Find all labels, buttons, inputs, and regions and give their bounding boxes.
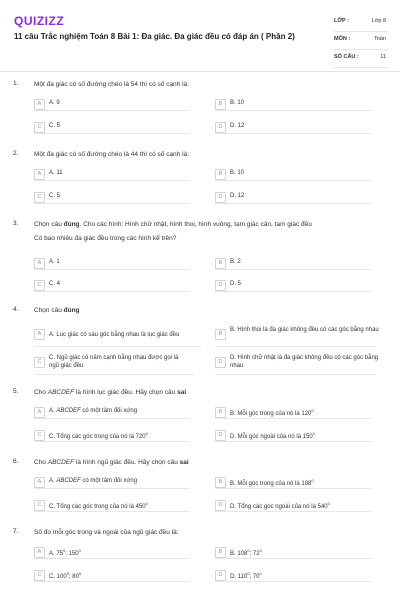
- option-text: D. 5: [230, 281, 242, 287]
- question-text: [34, 306, 374, 315]
- option-letter: A: [34, 329, 45, 340]
- option-letter: B: [215, 258, 226, 269]
- meta-row-class: [334, 14, 388, 32]
- option-letter: C: [34, 500, 45, 511]
- option-text: A. 9: [49, 100, 60, 106]
- option-a[interactable]: [34, 546, 190, 559]
- option-body: có một tâm đối xứng: [80, 478, 138, 484]
- option-text: A. Lục giác có sáu góc bằng nhau là lục giác đều: [49, 332, 180, 338]
- option-body: có một tâm đối xứng: [80, 408, 138, 414]
- option-body: C. Tổng các góc trong của nó là 450: [49, 504, 146, 510]
- option-d[interactable]: [215, 191, 371, 204]
- option-c[interactable]: [34, 569, 190, 582]
- option-letter: C: [34, 430, 45, 441]
- option-letter: B: [215, 329, 226, 340]
- option-polygon-name: ABCDEF: [56, 478, 81, 484]
- degree-sup: 0: [145, 431, 148, 436]
- option-body: B. Mỗi góc trong của nó là 108: [230, 481, 312, 487]
- degree-sup: 0: [145, 501, 148, 506]
- option-text: C. 5: [49, 123, 61, 129]
- option-text: [49, 548, 81, 557]
- question-polygon-name: ABCDEF: [47, 459, 75, 466]
- degree-sup: 0: [311, 408, 314, 413]
- option-text: D. 12: [230, 193, 245, 199]
- option-letter: A: [34, 169, 45, 180]
- meta-value: Lớp 8: [371, 18, 386, 24]
- option-text: B. 10: [230, 170, 245, 176]
- option-a[interactable]: [34, 406, 190, 419]
- degree-sup: 0: [259, 548, 262, 553]
- meta-value: Toán: [374, 36, 386, 42]
- option-a[interactable]: [34, 476, 190, 489]
- option-body: C. 100: [49, 574, 67, 580]
- question-text-part: Cho: [34, 459, 48, 466]
- question-text: [34, 388, 374, 397]
- meta-label: SỐ CÂU :: [334, 54, 359, 60]
- option-letter: B: [215, 99, 226, 110]
- option-body: B. Mỗi góc trong của nó là 120: [230, 411, 312, 417]
- option-text: [49, 431, 148, 440]
- option-b[interactable]: [215, 98, 371, 111]
- question-number: 5.: [13, 388, 19, 395]
- option-c[interactable]: [34, 279, 190, 292]
- option-text: [49, 408, 137, 414]
- question-emphasis: đúng: [63, 307, 80, 314]
- option-text: [230, 571, 262, 580]
- option-d[interactable]: [215, 569, 371, 582]
- option-c[interactable]: [34, 121, 190, 134]
- question-text-part: . Cho các hình: Hình chữ nhật, hình thoi, hình vuông, tam giác cân, tam giác đều: [79, 221, 312, 228]
- option-c[interactable]: [34, 191, 190, 204]
- option-polygon-name: ABCDEF: [56, 408, 81, 414]
- question-text-part: Cho: [34, 389, 48, 396]
- option-text: D. Hình chữ nhật là đa giác không đều có các góc bằng nhau: [230, 355, 379, 369]
- meta-row-count: [334, 50, 388, 68]
- option-letter: D: [215, 122, 226, 133]
- option-text: C. 4: [49, 281, 61, 287]
- option-letter: A: [34, 547, 45, 558]
- option-b[interactable]: [215, 406, 371, 419]
- option-letter: C: [34, 357, 45, 368]
- option-text: [230, 431, 315, 440]
- option-body: D. Tổng các góc ngoài của nó là 540: [230, 504, 328, 510]
- degree-sup: 0: [312, 431, 315, 436]
- option-letter: D: [215, 500, 226, 511]
- quizizz-logo: QUIZIZZ: [14, 14, 65, 28]
- option-b[interactable]: [215, 476, 371, 489]
- option-text: [49, 478, 137, 484]
- question-text-part: Chọn câu: [34, 221, 64, 228]
- worksheet-title: 11 câu Trắc nghiệm Toán 8 Bài 1: Đa giác. Đa giác đều có đáp án ( Phần 2): [14, 32, 295, 41]
- question-number: 4.: [13, 306, 19, 313]
- option-letter: C: [34, 570, 45, 581]
- question-text: Một đa giác có số đường chéo là 54 thì có số cạnh là:: [34, 81, 189, 88]
- meta-row-subject: [334, 32, 388, 50]
- degree-sup: 0: [63, 548, 66, 553]
- degree-sup: 0: [78, 571, 82, 576]
- option-c[interactable]: [34, 429, 190, 442]
- option-b[interactable]: [215, 257, 371, 270]
- option-text: [49, 501, 148, 510]
- option-text: C. 5: [49, 193, 61, 199]
- option-d[interactable]: [215, 352, 379, 375]
- option-body: B. 108: [230, 551, 248, 557]
- option-d[interactable]: [215, 279, 371, 292]
- degree-sup: 0: [66, 571, 69, 576]
- option-text: [230, 548, 262, 557]
- option-b[interactable]: [215, 168, 371, 181]
- option-c[interactable]: [34, 499, 190, 512]
- meta-label: MÔN :: [334, 36, 351, 42]
- option-body-2: ; 72: [249, 551, 260, 557]
- question-text-part: Chọn câu: [34, 307, 64, 314]
- meta-table: [334, 14, 388, 68]
- option-letter: B: [215, 547, 226, 558]
- question-emphasis: sai: [179, 459, 189, 466]
- option-letter: B: [215, 169, 226, 180]
- option-letter: D: [215, 192, 226, 203]
- option-a[interactable]: [34, 168, 190, 181]
- option-text: C. Ngũ giác có năm cạnh bằng nhau được gọi là ngũ giác đều: [49, 355, 179, 369]
- option-body: A. 75: [49, 551, 64, 557]
- option-text: [230, 408, 314, 417]
- option-letter: D: [215, 570, 226, 581]
- option-body-2: ; 150: [65, 551, 79, 557]
- option-body-2: ; 80: [68, 574, 79, 580]
- question-number: 2.: [13, 150, 19, 157]
- option-text: B. 2: [230, 259, 241, 265]
- header-divider: [0, 71, 400, 72]
- question-text: [34, 458, 374, 467]
- question-emphasis: sai: [177, 389, 187, 396]
- option-letter: A: [34, 99, 45, 110]
- option-body-2: ; 70: [249, 574, 260, 580]
- option-letter: C: [34, 280, 45, 291]
- question-text: [34, 220, 374, 229]
- option-b[interactable]: [215, 324, 379, 347]
- option-a[interactable]: [34, 98, 190, 111]
- option-letter: C: [34, 192, 45, 203]
- option-d[interactable]: [215, 429, 371, 442]
- option-text: D. 12: [230, 123, 245, 129]
- option-letter: D: [215, 357, 226, 368]
- option-letter: A: [34, 407, 45, 418]
- option-text: A. 1: [49, 259, 60, 265]
- question-subtext: Có bao nhiêu đa giác đều trong các hình kể trên?: [34, 235, 177, 242]
- option-text: [230, 478, 314, 487]
- question-text-part: là hình lục giác đều. Hãy chọn câu: [74, 389, 178, 396]
- option-letter: A: [34, 477, 45, 488]
- question-text: Số đo mỗi góc trong và ngoài của ngũ giác đều là:: [34, 529, 179, 536]
- question-number: 1.: [13, 80, 19, 87]
- option-letter: A: [34, 258, 45, 269]
- degree-sup: 0: [247, 571, 250, 576]
- option-text: [230, 501, 330, 510]
- option-letter: C: [34, 122, 45, 133]
- option-letter: B: [215, 407, 226, 418]
- option-a[interactable]: [34, 324, 202, 347]
- option-text: [49, 571, 81, 580]
- option-text: B. Hình thoi là đa giác không đều có các góc bằng nhau: [230, 327, 379, 333]
- degree-sup: 0: [327, 501, 330, 506]
- option-d[interactable]: [215, 121, 371, 134]
- option-a[interactable]: [34, 257, 190, 270]
- option-letter: D: [215, 280, 226, 291]
- question-emphasis: đúng: [63, 221, 80, 228]
- option-c[interactable]: [34, 352, 194, 375]
- option-body: D. Mỗi góc ngoài của nó là 150: [230, 434, 313, 440]
- option-body: C. Tổng các góc trong của nó là 720: [49, 434, 146, 440]
- degree-sup: 0: [311, 478, 314, 483]
- option-text: A. 11: [49, 170, 63, 176]
- option-prefix: A.: [49, 408, 57, 414]
- degree-sup: 0: [259, 571, 262, 576]
- question-polygon-name: ABCDEF: [47, 389, 75, 396]
- meta-value: 11: [380, 54, 386, 60]
- option-letter: B: [215, 477, 226, 488]
- question-number: 3.: [13, 220, 19, 227]
- question-text: Một đa giác có số đường chéo là 44 thì có số cạnh là:: [34, 151, 189, 158]
- question-number: 6.: [13, 458, 19, 465]
- degree-sup: 0: [78, 548, 81, 553]
- option-body: D. 110: [230, 574, 248, 580]
- worksheet-header: [0, 0, 400, 64]
- option-letter: D: [215, 430, 226, 441]
- degree-sup: 0: [247, 548, 250, 553]
- question-text-part: là hình ngũ giác đều. Hãy chọn câu: [74, 459, 180, 466]
- option-prefix: A.: [49, 478, 57, 484]
- meta-label: LỚP :: [334, 18, 349, 24]
- option-text: B. 10: [230, 100, 245, 106]
- option-b[interactable]: [215, 546, 371, 559]
- option-d[interactable]: [215, 499, 371, 512]
- question-number: 7.: [13, 528, 19, 535]
